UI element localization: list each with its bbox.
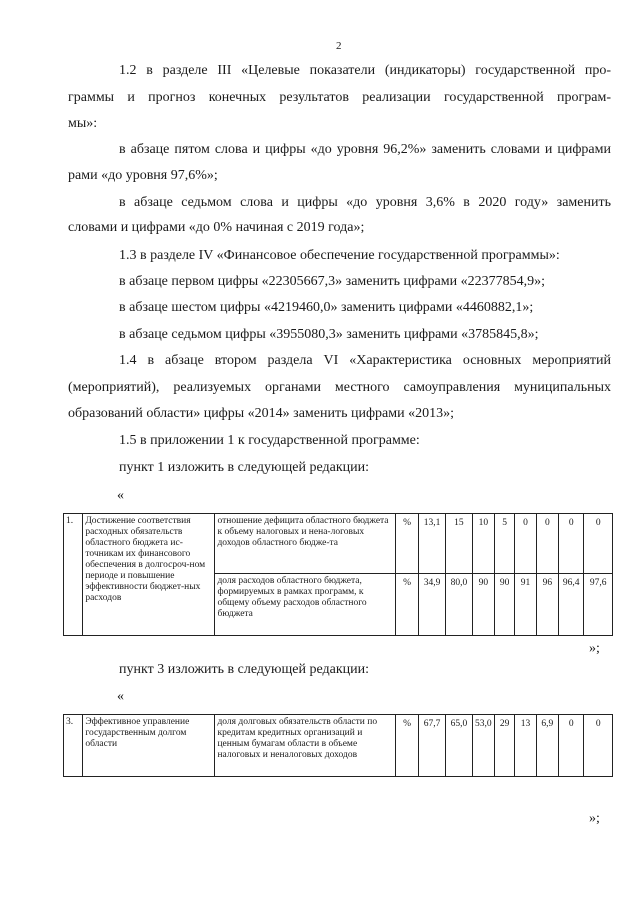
value-cell: 96,4 — [559, 574, 584, 636]
para-seventh: в абзаце седьмом цифры «3955080,3» заменить цифрами «3785845,8»; — [119, 327, 539, 342]
close-quote-3: »; — [589, 811, 600, 826]
value-cell: 34,9 — [418, 574, 445, 636]
value-cell: 0 — [559, 514, 584, 574]
close-quote-1: »; — [589, 641, 600, 656]
para-1-2-line2: граммы и прогноз конечных результатов реализации государственной програм- — [68, 90, 611, 105]
indicator-name: доля долговых обязательств области по кредитам кредитных организаций и ценным бумагам области в объеме налоговых и неналоговых доходов — [215, 715, 396, 777]
value-cell: 91 — [515, 574, 536, 636]
table-punkt-3 — [63, 714, 613, 777]
row-number: 1. — [64, 514, 83, 636]
para-1-4-line3: образований области» цифры «2014» заменить цифрами «2013»; — [68, 406, 454, 421]
value-cell: 13 — [515, 715, 536, 777]
value-cell: 0 — [536, 514, 558, 574]
value-cell: 13,1 — [418, 514, 445, 574]
value-cell: 29 — [495, 715, 515, 777]
open-quote-3: « — [117, 689, 124, 704]
para-a7-line2: словами и цифрами «до 0% начиная с 2019 года»; — [68, 220, 365, 235]
unit-cell: % — [396, 574, 418, 636]
indicator-name: отношение дефицита областного бюджета к объему налоговых и нена-логовых доходов областного бюдже-та — [215, 514, 396, 574]
para-a5-line2: рами «до уровня 97,6%»; — [68, 168, 218, 183]
value-cell: 96 — [536, 574, 558, 636]
indicator-name: доля расходов областного бюджета, формируемых в рамках программ, к общему объему расходов областного бюджета — [215, 574, 396, 636]
unit-cell: % — [396, 514, 418, 574]
value-cell: 67,7 — [418, 715, 445, 777]
punkt-3-heading: пункт 3 изложить в следующей редакции: — [119, 662, 369, 677]
measure-name: Эффективное управление государственным долгом области — [83, 715, 215, 777]
para-1-2-line1: 1.2 в разделе III «Целевые показатели (индикаторы) государственной про- — [119, 63, 611, 78]
value-cell: 5 — [495, 514, 515, 574]
table-row — [64, 715, 613, 777]
para-first: в абзаце первом цифры «22305667,3» заменить цифрами «22377854,9»; — [119, 274, 545, 289]
para-1-5: 1.5 в приложении 1 к государственной программе: — [119, 433, 420, 448]
value-cell: 0 — [559, 715, 584, 777]
value-cell: 15 — [446, 514, 472, 574]
para-a5-line1: в абзаце пятом слова и цифры «до уровня 96,2%» заменить словами и цифрами — [119, 142, 611, 157]
row-number: 3. — [64, 715, 83, 777]
measure-name: Достижение соответствия расходных обязательств областного бюджета ис-точникам их финансового обеспечения в долгосроч-ном периоде и повышение эффективности бюджет-ных расходов — [83, 514, 215, 636]
value-cell: 90 — [472, 574, 494, 636]
value-cell: 6,9 — [536, 715, 558, 777]
table-punkt-1 — [63, 513, 613, 636]
para-sixth: в абзаце шестом цифры «4219460,0» заменить цифрами «4460882,1»; — [119, 300, 534, 315]
para-1-2-line3: мы»: — [68, 116, 98, 131]
value-cell: 53,0 — [472, 715, 494, 777]
para-1-3: 1.3 в разделе IV «Финансовое обеспечение государственной программы»: — [119, 248, 560, 263]
value-cell: 97,6 — [584, 574, 613, 636]
table-row — [64, 514, 613, 574]
value-cell: 0 — [584, 715, 613, 777]
open-quote-1: « — [117, 488, 124, 503]
value-cell: 0 — [515, 514, 536, 574]
unit-cell: % — [396, 715, 418, 777]
value-cell: 0 — [584, 514, 613, 574]
value-cell: 80,0 — [446, 574, 472, 636]
value-cell: 65,0 — [446, 715, 472, 777]
value-cell: 90 — [495, 574, 515, 636]
para-a7-line1: в абзаце седьмом слова и цифры «до уровня 3,6% в 2020 году» заменить — [119, 195, 611, 210]
para-1-4-line2: (мероприятий), реализуемых органами местного самоуправления муниципальных — [68, 380, 611, 395]
value-cell: 10 — [472, 514, 494, 574]
para-1-4-line1: 1.4 в абзаце втором раздела VI «Характеристика основных мероприятий — [119, 353, 611, 368]
punkt-1-heading: пункт 1 изложить в следующей редакции: — [119, 460, 369, 475]
page-number: 2 — [336, 40, 342, 52]
